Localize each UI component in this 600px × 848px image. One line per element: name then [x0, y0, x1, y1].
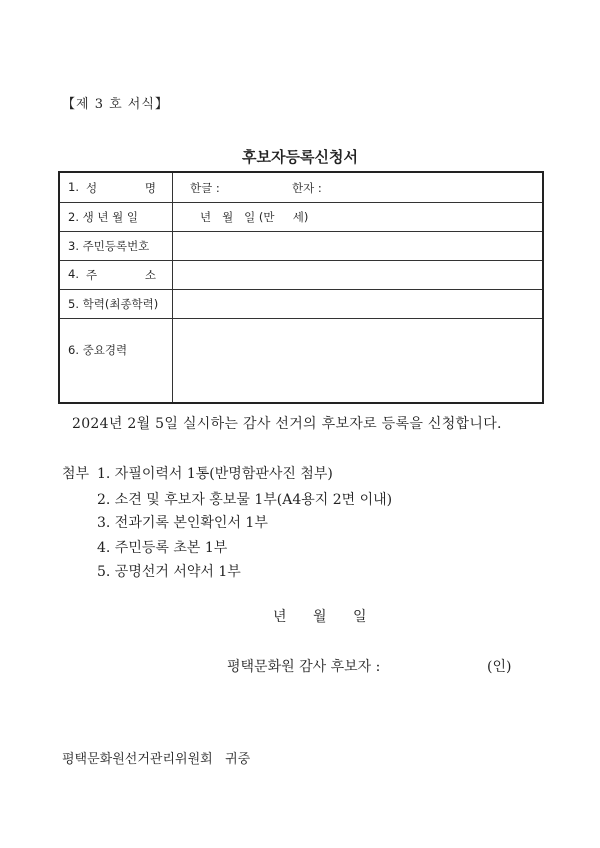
row-name-label: 성 명	[86, 181, 156, 195]
attachments-prefix: 첨부	[62, 466, 90, 482]
row-resident-number-label: 3. 주민등록번호	[68, 239, 150, 253]
attachment-item: 3. 전과기록 본인확인서 1부	[97, 515, 268, 531]
row-birthdate-label: 2. 생 년 월 일	[68, 210, 139, 224]
date-line: 년 월 일	[273, 609, 367, 625]
document-title: 후보자등록신청서	[242, 148, 358, 166]
row-name	[60, 173, 542, 203]
birthdate-field[interactable]: 년 월 일 (만 세)	[200, 210, 309, 224]
row-career-label: 6. 중요경력	[68, 343, 128, 357]
application-statement: 2024년 2월 5일 실시하는 감사 선거의 후보자로 등록을 신청합니다.	[72, 416, 502, 432]
recipient: 평택문화원선거관리위원회 귀중	[62, 752, 251, 767]
row-address	[60, 260, 542, 290]
applicant-info-table	[58, 171, 544, 404]
applicant-signature-label: 평택문화원 감사 후보자 :	[227, 659, 381, 675]
attachment-item: 5. 공명선거 서약서 1부	[97, 564, 241, 580]
name-korean-field[interactable]: 한글 :	[190, 181, 220, 195]
row-resident-number	[60, 231, 542, 261]
row-education-label: 5. 학력(최종학력)	[68, 297, 159, 311]
row-career	[60, 318, 542, 402]
form-number: 【제 3 호 서식】	[62, 97, 169, 112]
row-address-number: 4.	[68, 267, 79, 281]
row-education	[60, 289, 542, 319]
row-birthdate	[60, 202, 542, 232]
row-name-number: 1.	[68, 180, 79, 194]
attachment-item: 2. 소견 및 후보자 홍보물 1부(A4용지 2면 이내)	[97, 492, 393, 508]
attachment-item: 1. 자필이력서 1통(반명함판사진 첨부)	[97, 466, 333, 482]
attachment-item: 4. 주민등록 초본 1부	[97, 540, 228, 556]
row-address-label: 주 소	[86, 268, 156, 282]
seal-mark: (인)	[487, 659, 512, 675]
name-hanja-field[interactable]: 한자 :	[292, 181, 322, 195]
